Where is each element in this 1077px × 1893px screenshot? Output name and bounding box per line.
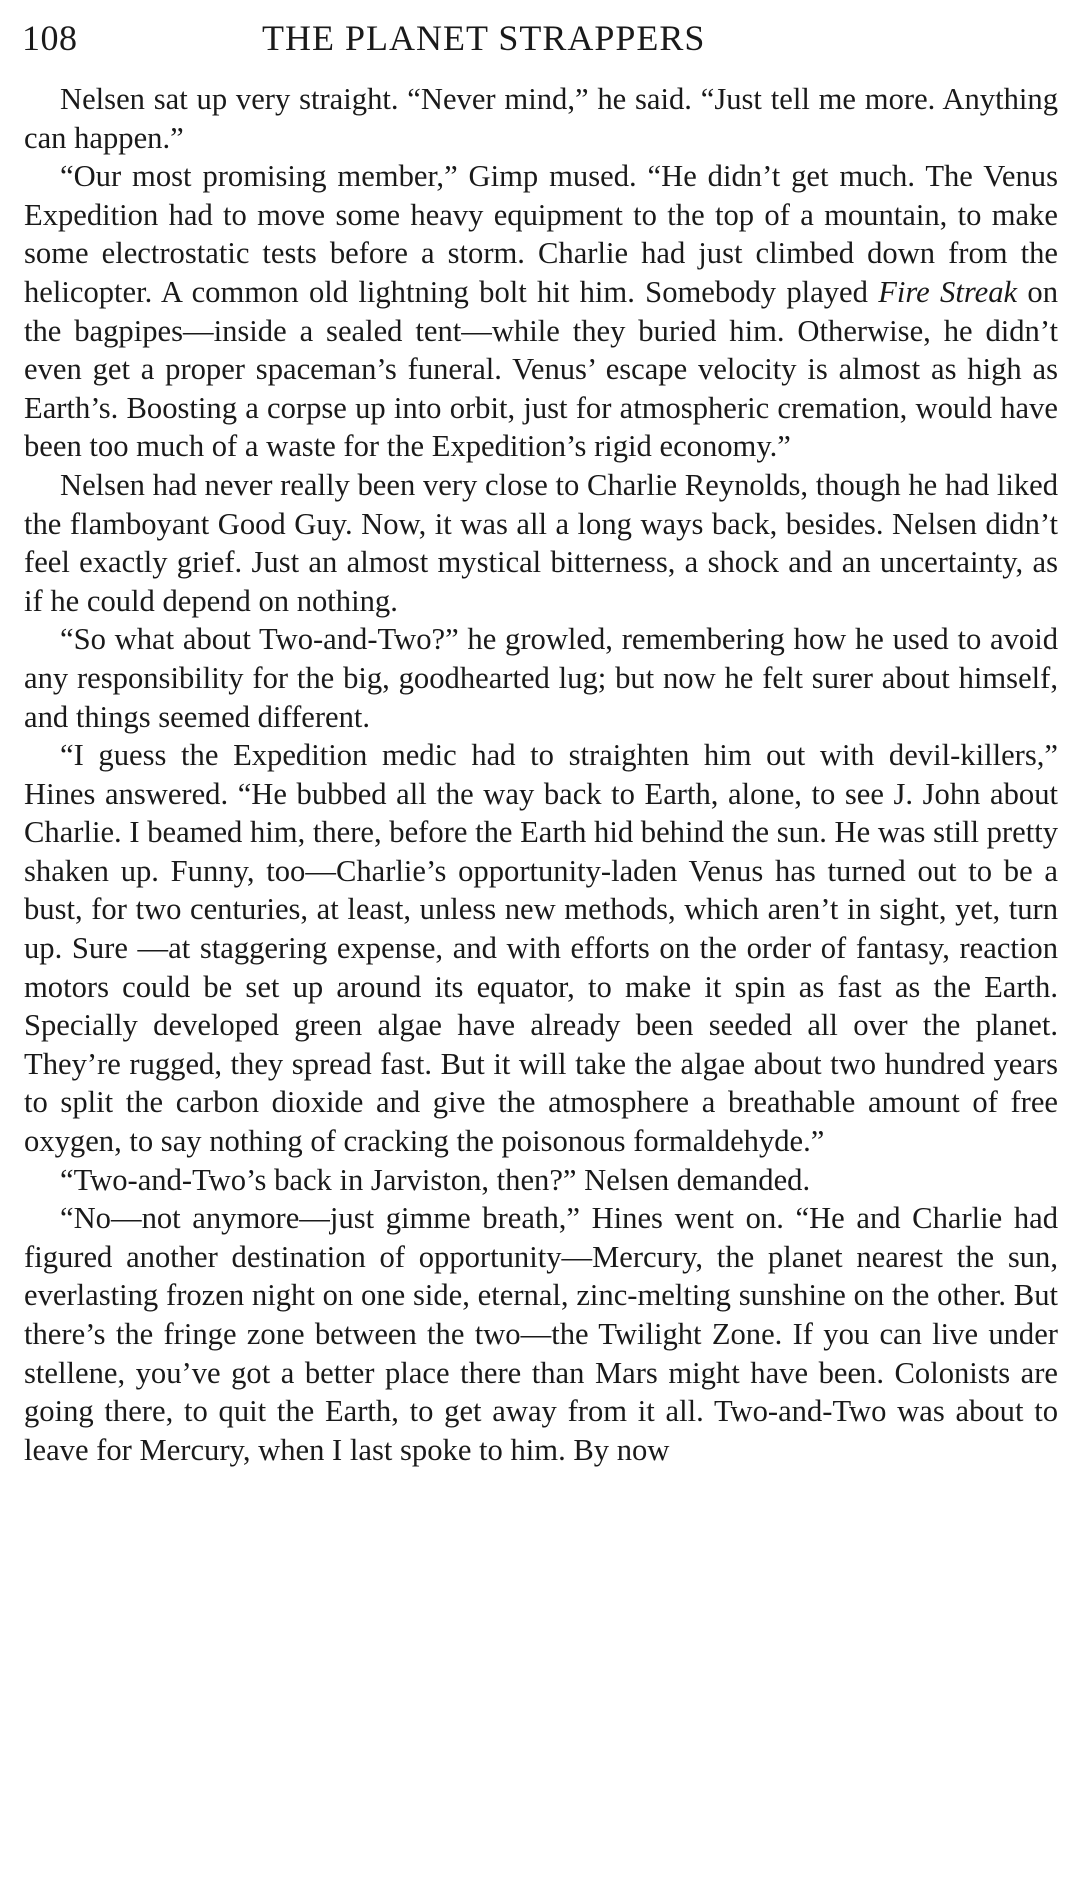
body-text xyxy=(24,80,1058,1469)
italic-title-fire-streak: Fire Streak xyxy=(878,274,1018,309)
paragraph-7: “No—not anymore—just gimme breath,” Hines went on. “He and Charlie had figured another destination of opportunity—Mercury, the planet nearest the sun, everlasting frozen night on one side, eternal, zinc-melting sunshine on the other. But there’s the fringe zone between the two—the Twilight Zone. If you can live under stellene, you’ve got a better place there than Mars might have been. Colonists are going there, to quit the Earth, to get away from it all. Two-and-Two was about to leave for Mercury, when I last spoke to him. By now xyxy=(24,1201,1058,1467)
paragraph-3: Nelsen had never really been very close to Charlie Reynolds, though he had liked the flamboyant Good Guy. Now, it was all a long ways back, besides. Nelsen didn’t feel exactly grief. Just an almost mystical bitterness, a shock and an uncertainty, as if he could depend on nothing. xyxy=(24,467,1058,618)
paragraph-5: “I guess the Expedition medic had to straighten him out with devil-killers,” Hines answered. “He bubbed all the way back to Earth, alone, to see J. John about Charlie. I beamed him, there, before the Earth hid behind the sun. He was still pretty shaken up. Funny, too—Charlie’s opportunity-laden Venus has turned out to be a bust, for two centuries, at least, unless new methods, which aren’t in sight, yet, turn up. Sure —at staggering expense, and with efforts on the order of fantasy, reaction motors could be set up around its equator, to make it spin as fast as the Earth. Specially developed green algae have already been seeded all over the planet. They’re rugged, they spread fast. But it will take the algae about two hundred years to split the carbon dioxide and give the atmosphere a breathable amount of free oxygen, to say nothing of cracking the poisonous formaldehyde.” xyxy=(24,738,1058,1159)
paragraph-2-text-after: on the bagpipes—inside a sealed tent—while they buried him. Otherwise, he didn’t even get a proper spaceman’s funeral. Venus’ escape velocity is almost as high as Earth’s. Boosting a corpse up into orbit, just for atmospheric cremation, would have been too much of a waste for the Expedition’s rigid economy.” xyxy=(24,274,1058,464)
page-number: 108 xyxy=(22,18,78,58)
book-title: THE PLANET STRAPPERS xyxy=(262,18,706,58)
paragraph-4: “So what about Two-and-Two?” he growled, remembering how he used to avoid any responsibility for the big, goodhearted lug; but now he felt surer about himself, and things seemed different. xyxy=(24,622,1058,734)
running-head xyxy=(22,14,1057,62)
paragraph-6: “Two-and-Two’s back in Jarviston, then?” Nelsen demanded. xyxy=(60,1162,811,1197)
paragraph-2 xyxy=(24,157,1058,466)
paragraph-2-text-before: “Our most promising member,” Gimp mused. “He didn’t get much. The Venus Expedition had to move some heavy equipment to the top of a mountain, to make some electrostatic tests before a storm. Charlie had just climbed down from the helicopter. A common old lightning bolt hit him. Somebody played xyxy=(24,159,1058,309)
paragraph-1: Nelsen sat up very straight. “Never mind,” he said. “Just tell me more. Anything can happen.” xyxy=(24,82,1058,155)
